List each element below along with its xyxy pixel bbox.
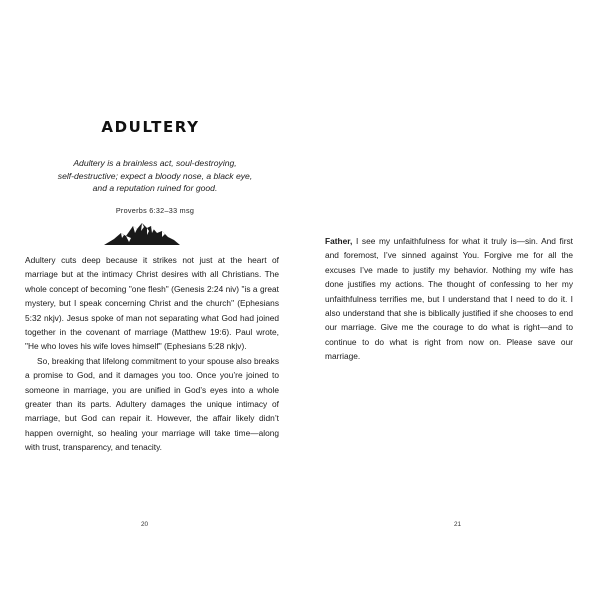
- page-title: ADULTERY: [101, 118, 200, 136]
- left-page: [0, 0, 301, 603]
- epigraph-citation: Proverbs 6:32–33 msg: [115, 206, 195, 215]
- mountain-range-icon: [104, 220, 180, 246]
- page-number: 20: [140, 521, 149, 528]
- epigraph-line: self-destructive; expect a bloody nose, a black eye,: [57, 170, 253, 181]
- body-paragraph: Adultery cuts deep because it strikes not just at the heart of marriage but at the intimacy Christ desires with all Christians. The whole concept of becoming "one flesh" (Genesis 2:24 niv) "is a great mystery, but I speak concerning Christ and the church" (Ephesians 5:32 nkjv). Jesus spoke of man not separating what God had joined together in the covenant of marriage (Matthew 19:6). Paul wrote, "He who loves his wife loves himself" (Ephesians 5:28 nkjv).: [25, 255, 279, 352]
- prayer-paragraph: [325, 234, 573, 364]
- epigraph-line: and a reputation ruined for good.: [92, 183, 218, 194]
- epigraph: [40, 157, 270, 195]
- prayer-text: [325, 234, 573, 364]
- prayer-body: I see my unfaithfulness for what it truly is—sin. And first and foremost, I’ve sinned against You. Forgive me for all the excuses I’ve made to justify my behavior. Nothing my wife has done justifies my actions. The thought of confessing to her my unfaithfulness terrifies me, but I understand that I need to do it. I also understand that she is biblically justified if she chooses to end our marriage. Give me the courage to do what is right—and to continue to do what is right from now on. Please save our marriage.: [325, 236, 573, 362]
- epigraph-line: Adultery is a brainless act, soul-destroying,: [73, 158, 237, 168]
- prayer-lead: Father,: [325, 236, 353, 246]
- body-paragraph: So, breaking that lifelong commitment to your spouse also breaks a promise to God, and it damages you too. Once you’re joined to someone in marriage, you are unified in God’s eyes into a whole greater than its parts. Adultery damages the unique intimacy of marriage, but God can repair it. However, the affair likely didn’t happen overnight, so healing your marriage will take time—along with trust, transparency, and tenacity.: [25, 355, 279, 453]
- body-text: [25, 253, 279, 455]
- right-page: [302, 0, 603, 603]
- page-number: 21: [453, 521, 462, 528]
